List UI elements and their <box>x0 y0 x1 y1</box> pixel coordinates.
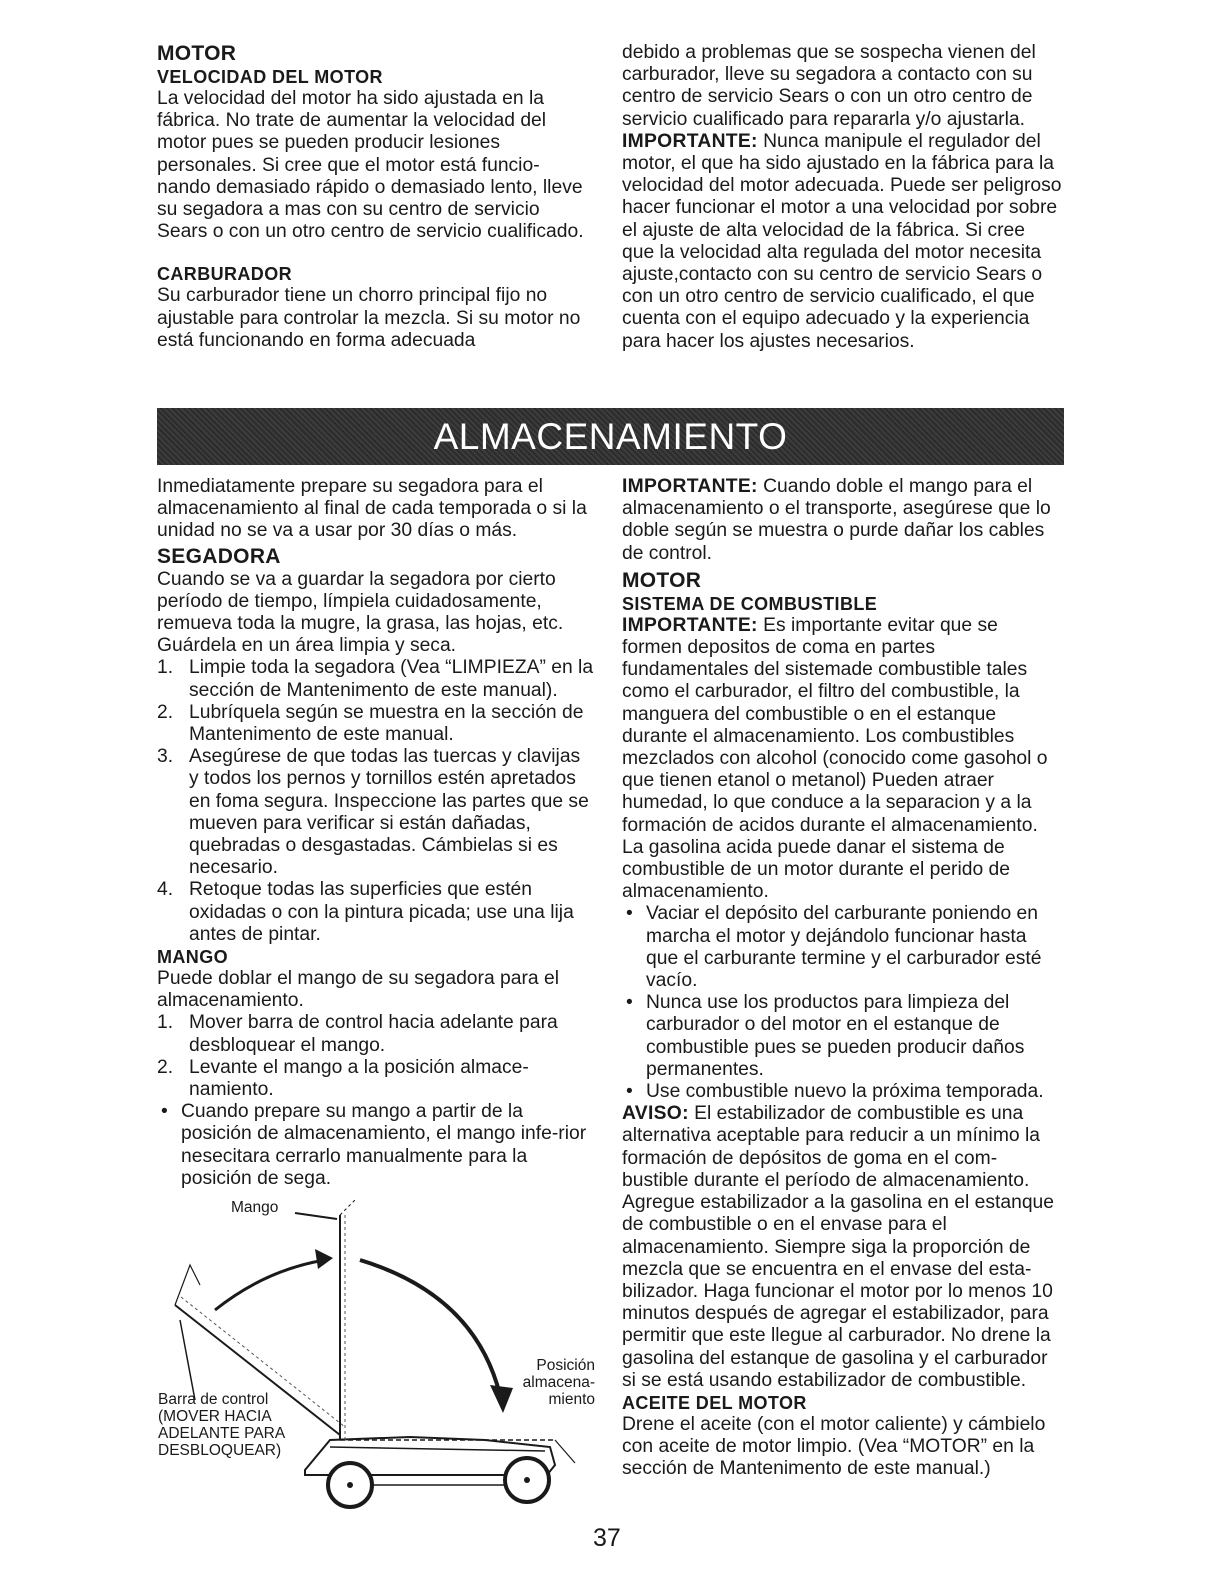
mango-leader <box>295 1213 337 1219</box>
deck-line <box>330 1447 545 1451</box>
importante-label: IMPORTANTE: <box>622 614 758 636</box>
almacenamiento-banner <box>157 408 1064 465</box>
bullet-text: Nunca use los productos para limpieza del carburador o del motor en el estanque de combustible pues se pueden producir daños permanentes. <box>646 992 1025 1080</box>
step-text: Limpie toda la segadora (Vea “LIMPIEZA” en la sección de Mantenimento de este manual). <box>189 657 594 701</box>
handle-storage-figure <box>155 1185 600 1520</box>
control-bar <box>180 1320 195 1400</box>
mango-bullets <box>157 1101 594 1190</box>
list-item <box>157 879 594 946</box>
step-number: 1. <box>157 657 174 679</box>
step-number: 3. <box>157 746 174 768</box>
carburador-continuation: debido a problemas que se sospecha vienen del carburador, lleve su segadora a contacto con su centro de servicio Sears o con un otro centro de servicio cualificado para repararla y/o ajustarla. <box>622 42 1036 130</box>
motor-heading-2: MOTOR <box>622 568 702 592</box>
mango-paragraph: Puede doblar el mango de su segadora para el almacenamiento. <box>157 968 559 1012</box>
list-item <box>157 746 594 879</box>
posicion-label: Posición almacena-miento <box>522 1357 595 1408</box>
combustible-bullets <box>622 903 1062 1103</box>
rear-wheel-hub <box>347 1482 353 1488</box>
carburador-paragraph: Su carburador tiene un chorro principal fijo no ajustable para controlar la mezcla. Si su motor no está funcionando en forma adecuada <box>157 285 581 351</box>
velocidad-paragraph: La velocidad del motor ha sido ajustada en la fábrica. No trate de aumentar la velocidad del motor pues se pueden producir lesiones personales. Si cree que el motor está funcio-nando demasiado rápido o demasiado lento, lleve su segadora a mas con su centro de servicio Sears o con un otro centro de servicio cualificado. <box>157 88 584 243</box>
sistema-text: Es importante evitar que se formen depositos de coma en partes fundamentales del sistemade combustible tales como el carburador, el filtro del combustible, la manguera del combustible o en el estanque durante el almacenamiento. Los combustibles mezclados con alcohol (conocido come gasohol o que tienen etanol o metanol) Pueden atraer humedad, lo que conduce a la separacion y a la formación de acidos durante el almacenamiento. La gasolina acida puede danar el sistema de combustible de un motor durante el perido de almacenamiento. <box>622 614 1048 903</box>
motor-heading: MOTOR <box>157 42 237 65</box>
handle-top-dashed <box>340 1200 355 1215</box>
step-text: Levante el mango a la posición almace-namiento. <box>189 1056 529 1101</box>
list-item <box>157 702 594 746</box>
list-item <box>157 657 594 701</box>
importante-label: IMPORTANTE: <box>622 130 758 152</box>
bullet: • <box>626 903 633 925</box>
sistema-heading: SISTEMA DE COMBUSTIBLE <box>622 593 878 614</box>
list-item <box>157 1101 594 1190</box>
right-top-column <box>622 42 1062 353</box>
list-item <box>157 1012 594 1056</box>
control-bar-outline <box>175 1265 200 1305</box>
step-number: 4. <box>157 879 174 901</box>
importante-regulador-paragraph <box>622 131 1062 353</box>
carburador-heading: CARBURADOR <box>157 264 292 285</box>
storage-arrow <box>360 1260 500 1395</box>
bullet-text: Cuando prepare su mango a partir de la posición de almacenamiento, el mango infe-rior nesecitara cerrarlo manualmente para la posición de sega. <box>181 1101 587 1189</box>
bullet-text: Vaciar el depósito del carburante poniendo en marcha el motor y dejándolo funcionar hasta que el carburante termine y el carburador esté vacío. <box>646 903 1042 992</box>
left-top-column <box>157 42 589 352</box>
aviso-text: El estabilizador de combustible es una alternativa aceptable para reducir a un mínimo la formación de depósitos de goma en el com-bustible durante el período de almacenamiento. Agregue estabilizador a la gasolina en el estanque de combustible o en el envase para el almacenamiento. Siempre siga la proporción de mezcla que se encuentra en el envase del esta-bilizador. Haga funcionar el motor por lo menos 10 minutos después de agregar el estabilizador, para permitir que este llegue al carburador. No drene la gasolina del estanque de gasolina y el carburador si se está usando estabilizador de combustible. <box>622 1103 1054 1391</box>
list-item <box>157 1057 594 1101</box>
folded-handle-end <box>555 1440 575 1463</box>
almacenamiento-intro: Inmediatamente prepare su segadora para el almacenamiento al final de cada temporada o si la unidad no se va a usar por 30 días o más. <box>157 476 587 542</box>
unlock-arrowhead <box>315 1249 333 1269</box>
step-text: Mover barra de control hacia adelante para desbloquear el mango. <box>189 1012 558 1056</box>
unlock-arrow <box>215 1260 325 1310</box>
barra-label: Barra de control (MOVER HACIA ADELANTE PARA DESBLOQUEAR) <box>158 1391 285 1459</box>
banner-title: ALMACENAMIENTO <box>433 415 788 457</box>
right-bottom-column <box>622 476 1062 1481</box>
mango-steps <box>157 1012 594 1101</box>
step-text: Asegúrese de que todas las tuercas y clavijas y todos los pernos y tornillos estén apretados en foma segura. Inspeccione las partes que se mueven para verificar si están dañadas, quebradas o desgastadas. Cámbielas si es necesario. <box>189 746 589 879</box>
aviso-paragraph <box>622 1103 1062 1392</box>
front-wheel-hub <box>524 1477 530 1483</box>
mango-heading: MANGO <box>157 947 228 968</box>
list-item <box>622 903 1062 992</box>
step-number: 2. <box>157 701 174 723</box>
bullet: • <box>161 1101 168 1123</box>
importante-text: Cuando doble el mango para el almacenamiento o el transporte, asegúrese que lo doble según se muestra o purde dañar los cables de control. <box>622 476 1051 564</box>
bullet: • <box>626 992 633 1014</box>
bullet-text: Use combustible nuevo la próxima temporada. <box>646 1081 1044 1103</box>
sistema-paragraph <box>622 615 1062 904</box>
aceite-heading: ACEITE DEL MOTOR <box>622 1392 807 1413</box>
mower-illustration <box>155 1185 600 1520</box>
step-text: Lubríquela según se muestra en la sección de Mantenimento de este manual. <box>189 701 584 746</box>
page-number: 37 <box>593 1524 621 1552</box>
segadora-heading: SEGADORA <box>157 544 281 568</box>
left-bottom-column <box>157 476 594 1190</box>
segadora-paragraph: Cuando se va a guardar la segadora por cierto período de tiempo, límpiela cuidadosamente, remueva toda la mugre, la grasa, las hojas, etc. Guárdela en un área limpia y seca. <box>157 568 564 657</box>
list-item <box>622 992 1062 1081</box>
velocidad-heading: VELOCIDAD DEL MOTOR <box>157 67 383 87</box>
list-item <box>622 1081 1062 1103</box>
mango-label: Mango <box>231 1199 279 1216</box>
bullet: • <box>626 1081 633 1103</box>
segadora-steps <box>157 657 594 946</box>
importante-mango-paragraph <box>622 476 1062 565</box>
step-number: 2. <box>157 1056 174 1078</box>
aviso-label: AVISO: <box>622 1103 689 1125</box>
step-number: 1. <box>157 1012 174 1034</box>
importante-label: IMPORTANTE: <box>622 476 758 497</box>
aceite-paragraph: Drene el aceite (con el motor caliente) y cámbielo con aceite de motor limpio. (Vea “MOTOR” en la sección de Mantenimento de este manual.) <box>622 1413 1046 1480</box>
step-text: Retoque todas las superficies que estén oxidadas o con la pintura picada; use una lija antes de pintar. <box>189 879 574 945</box>
importante-text: Nunca manipule el regulador del motor, el que ha sido ajustado en la fábrica para la velocidad del motor adecuada. Puede ser peligroso hacer funcionar el motor a una velocidad por sobre el ajuste de alta velocidad de la fábrica. Si cree que la velocidad alta regulada del motor necesita ajuste,contacto con su centro de servicio Sears o con un otro centro de servicio cualificado, el que cuenta con el equipo adecuado y la experiencia para hacer los ajustes necesarios. <box>622 130 1062 352</box>
